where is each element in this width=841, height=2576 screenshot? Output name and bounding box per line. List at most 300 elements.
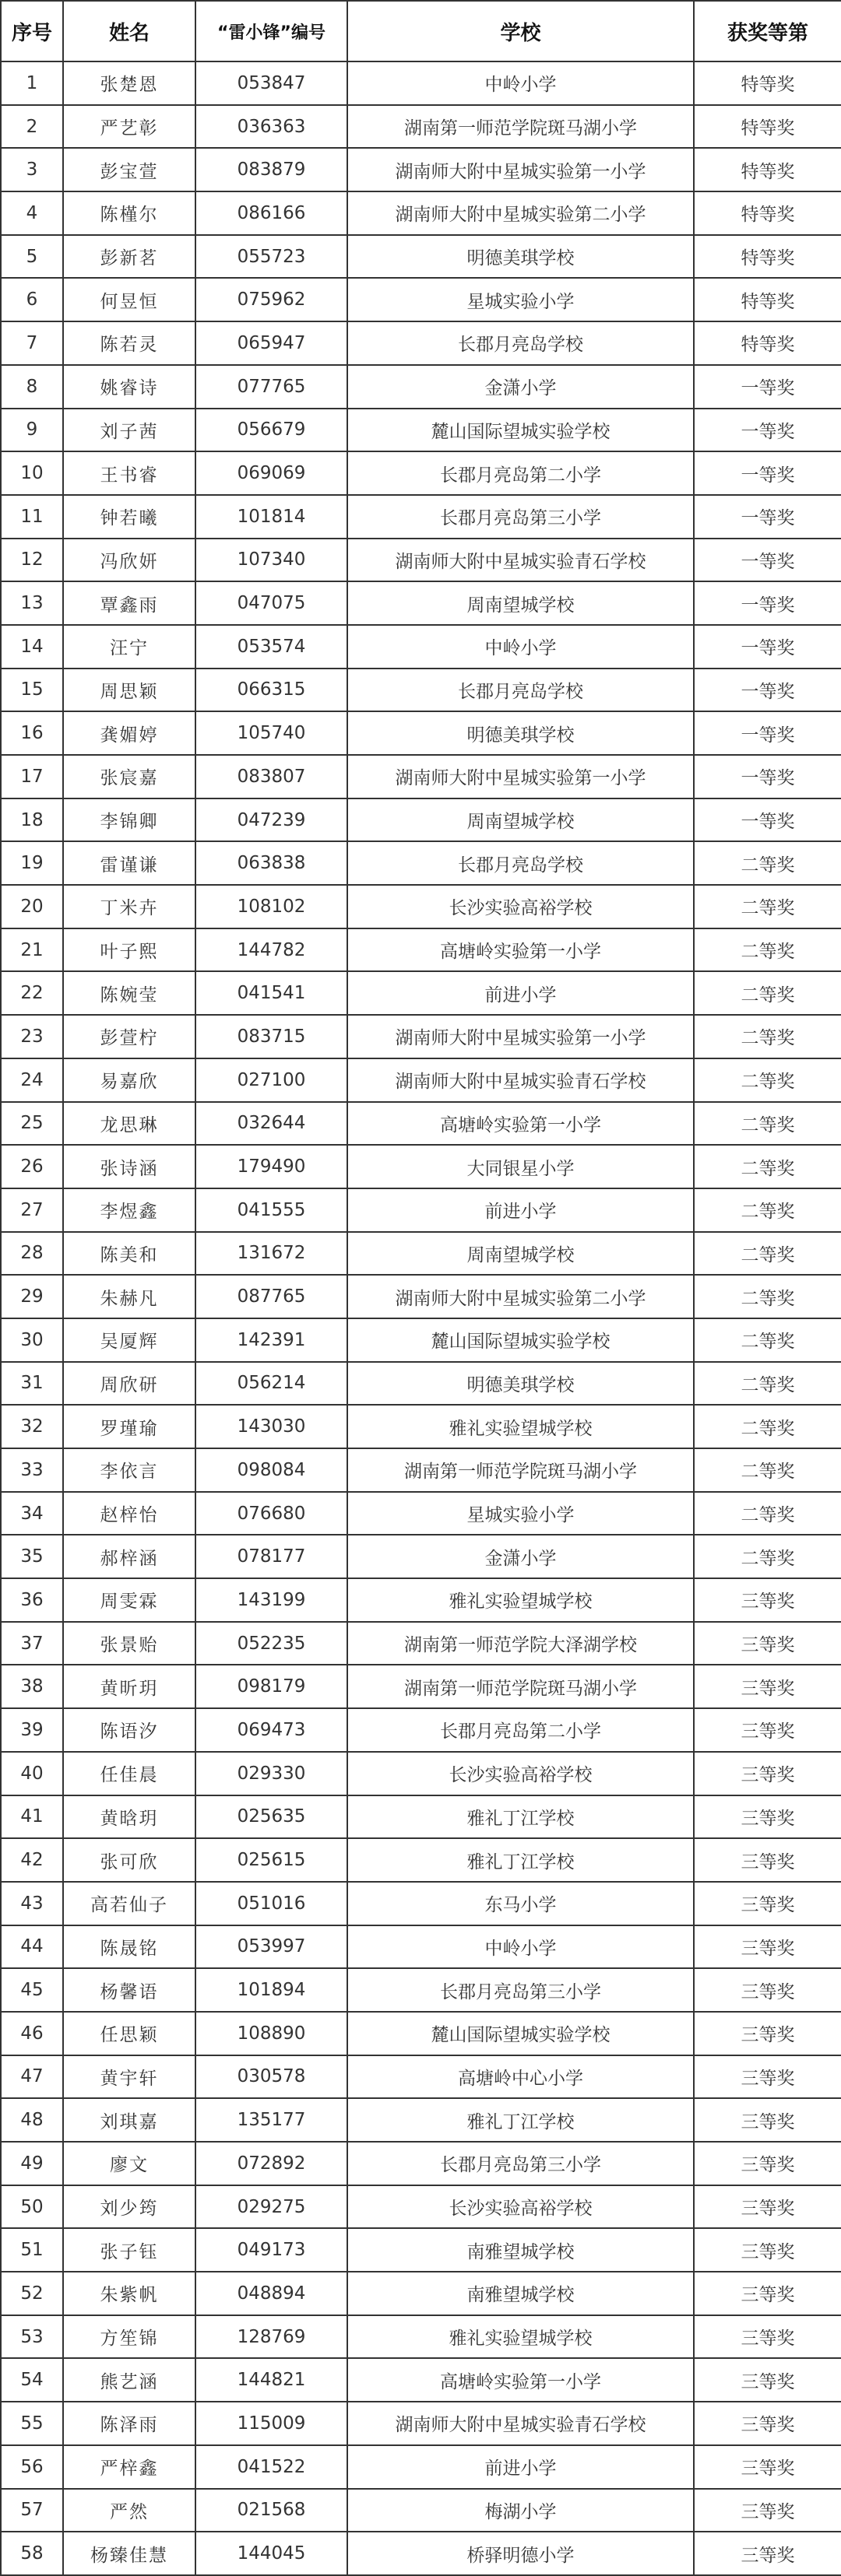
cell-award: 二等奖 — [694, 1102, 841, 1146]
cell-id: 066315 — [195, 669, 347, 712]
cell-name: 刘琪嘉 — [63, 2098, 195, 2142]
cell-award: 三等奖 — [694, 2358, 841, 2402]
table-row — [1, 711, 841, 755]
table-row — [1, 148, 841, 191]
cell-index: 20 — [1, 885, 63, 928]
cell-name: 龙思琳 — [63, 1102, 195, 1146]
cell-index: 42 — [1, 1838, 63, 1882]
cell-index: 13 — [1, 581, 63, 625]
cell-id: 135177 — [195, 2098, 347, 2142]
cell-award: 特等奖 — [694, 105, 841, 149]
table-row — [1, 841, 841, 885]
cell-index: 23 — [1, 1015, 63, 1058]
cell-id: 144821 — [195, 2358, 347, 2402]
cell-school: 周南望城学校 — [347, 1232, 694, 1276]
cell-id: 144045 — [195, 2532, 347, 2575]
cell-award: 三等奖 — [694, 2012, 841, 2055]
cell-school: 湖南师大附中星城实验第一小学 — [347, 148, 694, 191]
cell-school: 明德美琪学校 — [347, 235, 694, 279]
cell-award: 三等奖 — [694, 1795, 841, 1839]
table-row — [1, 1925, 841, 1969]
cell-school: 雅礼实验望城学校 — [347, 2315, 694, 2359]
cell-id: 041555 — [195, 1188, 347, 1232]
cell-id: 105740 — [195, 711, 347, 755]
cell-school: 明德美琪学校 — [347, 1362, 694, 1406]
cell-school: 湖南第一师范学院斑马湖小学 — [347, 1448, 694, 1492]
cell-index: 9 — [1, 409, 63, 452]
cell-index: 7 — [1, 321, 63, 365]
cell-school: 南雅望城学校 — [347, 2272, 694, 2315]
cell-school: 湖南师大附中星城实验青石学校 — [347, 539, 694, 582]
table-row — [1, 2185, 841, 2229]
cell-id: 108102 — [195, 885, 347, 928]
header-school: 学校 — [347, 1, 694, 61]
cell-name: 彭萱柠 — [63, 1015, 195, 1058]
cell-award: 三等奖 — [694, 2228, 841, 2272]
cell-id: 087765 — [195, 1275, 347, 1318]
cell-id: 051016 — [195, 1882, 347, 1925]
cell-id: 036363 — [195, 105, 347, 149]
cell-award: 三等奖 — [694, 2142, 841, 2185]
table-row — [1, 365, 841, 409]
cell-index: 8 — [1, 365, 63, 409]
cell-name: 严艺彰 — [63, 105, 195, 149]
cell-award: 三等奖 — [694, 2315, 841, 2359]
cell-award: 三等奖 — [694, 2532, 841, 2575]
cell-school: 梅湖小学 — [347, 2489, 694, 2532]
cell-index: 14 — [1, 625, 63, 669]
cell-id: 143199 — [195, 1578, 347, 1622]
cell-school: 雅礼丁江学校 — [347, 1838, 694, 1882]
table-row — [1, 2489, 841, 2532]
cell-school: 湖南师大附中星城实验第一小学 — [347, 755, 694, 798]
cell-award: 三等奖 — [694, 1578, 841, 1622]
cell-index: 16 — [1, 711, 63, 755]
cell-id: 107340 — [195, 539, 347, 582]
cell-index: 18 — [1, 798, 63, 842]
cell-index: 28 — [1, 1232, 63, 1276]
cell-index: 35 — [1, 1535, 63, 1578]
header-index: 序号 — [1, 1, 63, 61]
cell-id: 056679 — [195, 409, 347, 452]
cell-name: 任思颖 — [63, 2012, 195, 2055]
cell-id: 025635 — [195, 1795, 347, 1839]
cell-index: 3 — [1, 148, 63, 191]
cell-award: 二等奖 — [694, 1535, 841, 1578]
cell-name: 彭宝萱 — [63, 148, 195, 191]
cell-index: 33 — [1, 1448, 63, 1492]
cell-name: 张可欣 — [63, 1838, 195, 1882]
cell-award: 三等奖 — [694, 1752, 841, 1795]
table-row — [1, 1448, 841, 1492]
table-row — [1, 409, 841, 452]
cell-name: 刘少筠 — [63, 2185, 195, 2229]
cell-school: 雅礼丁江学校 — [347, 1795, 694, 1839]
cell-name: 张景贻 — [63, 1622, 195, 1665]
cell-school: 高塘岭实验第一小学 — [347, 1102, 694, 1146]
cell-id: 029275 — [195, 2185, 347, 2229]
table-row — [1, 2402, 841, 2445]
cell-index: 48 — [1, 2098, 63, 2142]
cell-index: 37 — [1, 1622, 63, 1665]
cell-name: 高若仙子 — [63, 1882, 195, 1925]
cell-index: 10 — [1, 451, 63, 495]
table-row — [1, 2012, 841, 2055]
cell-index: 31 — [1, 1362, 63, 1406]
cell-school: 湖南第一师范学院斑马湖小学 — [347, 105, 694, 149]
cell-school: 星城实验小学 — [347, 1492, 694, 1535]
table-row — [1, 798, 841, 842]
table-row — [1, 1102, 841, 1146]
cell-name: 李依言 — [63, 1448, 195, 1492]
table-row — [1, 1318, 841, 1362]
cell-school: 南雅望城学校 — [347, 2228, 694, 2272]
cell-id: 065947 — [195, 321, 347, 365]
cell-school: 湖南师大附中星城实验第二小学 — [347, 191, 694, 235]
cell-id: 025615 — [195, 1838, 347, 1882]
table-row — [1, 2315, 841, 2359]
table-row — [1, 1752, 841, 1795]
cell-id: 128769 — [195, 2315, 347, 2359]
cell-name: 朱赫凡 — [63, 1275, 195, 1318]
table-row — [1, 1275, 841, 1318]
cell-name: 杨臻佳慧 — [63, 2532, 195, 2575]
cell-school: 湖南第一师范学院大泽湖学校 — [347, 1622, 694, 1665]
cell-school: 长沙实验高裕学校 — [347, 1752, 694, 1795]
table-row — [1, 755, 841, 798]
cell-award: 三等奖 — [694, 2402, 841, 2445]
cell-award: 一等奖 — [694, 581, 841, 625]
cell-index: 6 — [1, 278, 63, 321]
cell-id: 047239 — [195, 798, 347, 842]
cell-id: 053997 — [195, 1925, 347, 1969]
cell-award: 一等奖 — [694, 539, 841, 582]
cell-index: 45 — [1, 1968, 63, 2012]
cell-index: 44 — [1, 1925, 63, 1969]
cell-name: 汪宁 — [63, 625, 195, 669]
cell-school: 明德美琪学校 — [347, 711, 694, 755]
cell-award: 三等奖 — [694, 1665, 841, 1708]
cell-award: 一等奖 — [694, 409, 841, 452]
cell-name: 吴厦辉 — [63, 1318, 195, 1362]
cell-school: 长郡月亮岛第三小学 — [347, 495, 694, 539]
cell-award: 一等奖 — [694, 711, 841, 755]
cell-school: 大同银星小学 — [347, 1145, 694, 1188]
cell-id: 041541 — [195, 971, 347, 1015]
table-row — [1, 885, 841, 928]
cell-school: 长郡月亮岛第三小学 — [347, 2142, 694, 2185]
cell-id: 098084 — [195, 1448, 347, 1492]
cell-school: 湖南师大附中星城实验第一小学 — [347, 1015, 694, 1058]
cell-name: 廖文 — [63, 2142, 195, 2185]
cell-name: 陈语汐 — [63, 1708, 195, 1752]
cell-name: 覃鑫雨 — [63, 581, 195, 625]
cell-index: 22 — [1, 971, 63, 1015]
cell-id: 072892 — [195, 2142, 347, 2185]
table-row — [1, 1708, 841, 1752]
cell-id: 143030 — [195, 1405, 347, 1448]
table-row — [1, 1145, 841, 1188]
table-row — [1, 1362, 841, 1406]
header-id: “雷小锋”编号 — [195, 1, 347, 61]
cell-name: 熊艺涵 — [63, 2358, 195, 2402]
cell-name: 严梓鑫 — [63, 2445, 195, 2489]
cell-id: 053574 — [195, 625, 347, 669]
cell-id: 077765 — [195, 365, 347, 409]
cell-id: 083879 — [195, 148, 347, 191]
cell-school: 桥驿明德小学 — [347, 2532, 694, 2575]
cell-name: 罗瑾瑜 — [63, 1405, 195, 1448]
cell-award: 二等奖 — [694, 1275, 841, 1318]
cell-id: 021568 — [195, 2489, 347, 2532]
cell-name: 陈槿尔 — [63, 191, 195, 235]
cell-school: 高塘岭中心小学 — [347, 2055, 694, 2099]
cell-index: 38 — [1, 1665, 63, 1708]
cell-name: 陈美和 — [63, 1232, 195, 1276]
cell-index: 52 — [1, 2272, 63, 2315]
cell-id: 131672 — [195, 1232, 347, 1276]
cell-id: 047075 — [195, 581, 347, 625]
cell-name: 李锦卿 — [63, 798, 195, 842]
cell-index: 2 — [1, 105, 63, 149]
cell-name: 张诗涵 — [63, 1145, 195, 1188]
cell-id: 069473 — [195, 1708, 347, 1752]
cell-name: 周欣研 — [63, 1362, 195, 1406]
cell-award: 三等奖 — [694, 2489, 841, 2532]
cell-school: 长郡月亮岛第三小学 — [347, 1968, 694, 2012]
cell-school: 星城实验小学 — [347, 278, 694, 321]
cell-name: 任佳晨 — [63, 1752, 195, 1795]
cell-name: 郝梓涵 — [63, 1535, 195, 1578]
table-row — [1, 321, 841, 365]
cell-name: 朱紫帆 — [63, 2272, 195, 2315]
cell-award: 三等奖 — [694, 1882, 841, 1925]
cell-school: 高塘岭实验第一小学 — [347, 928, 694, 972]
cell-name: 姚睿诗 — [63, 365, 195, 409]
cell-award: 三等奖 — [694, 2098, 841, 2142]
table-row — [1, 1232, 841, 1276]
cell-id: 101814 — [195, 495, 347, 539]
table-row — [1, 1578, 841, 1622]
cell-name: 刘子茜 — [63, 409, 195, 452]
cell-award: 三等奖 — [694, 1622, 841, 1665]
table-row — [1, 1535, 841, 1578]
cell-id: 098179 — [195, 1665, 347, 1708]
cell-school: 湖南第一师范学院斑马湖小学 — [347, 1665, 694, 1708]
cell-school: 麓山国际望城实验学校 — [347, 2012, 694, 2055]
cell-index: 5 — [1, 235, 63, 279]
cell-index: 19 — [1, 841, 63, 885]
cell-award: 三等奖 — [694, 2445, 841, 2489]
table-row — [1, 1968, 841, 2012]
cell-name: 钟若曦 — [63, 495, 195, 539]
cell-id: 041522 — [195, 2445, 347, 2489]
cell-id: 030578 — [195, 2055, 347, 2099]
cell-name: 李煜鑫 — [63, 1188, 195, 1232]
cell-name: 陈晟铭 — [63, 1925, 195, 1969]
cell-award: 二等奖 — [694, 1015, 841, 1058]
cell-name: 严然 — [63, 2489, 195, 2532]
cell-id: 086166 — [195, 191, 347, 235]
cell-index: 51 — [1, 2228, 63, 2272]
table-row — [1, 2532, 841, 2575]
cell-index: 29 — [1, 1275, 63, 1318]
cell-school: 麓山国际望城实验学校 — [347, 1318, 694, 1362]
cell-school: 金潇小学 — [347, 365, 694, 409]
cell-index: 49 — [1, 2142, 63, 2185]
cell-id: 049173 — [195, 2228, 347, 2272]
cell-name: 雷谨谦 — [63, 841, 195, 885]
table-row — [1, 2272, 841, 2315]
cell-index: 32 — [1, 1405, 63, 1448]
cell-school: 前进小学 — [347, 971, 694, 1015]
cell-school: 湖南师大附中星城实验青石学校 — [347, 1058, 694, 1102]
cell-award: 二等奖 — [694, 1362, 841, 1406]
cell-school: 长沙实验高裕学校 — [347, 2185, 694, 2229]
cell-index: 25 — [1, 1102, 63, 1146]
cell-id: 101894 — [195, 1968, 347, 2012]
cell-school: 长郡月亮岛第二小学 — [347, 1708, 694, 1752]
cell-index: 34 — [1, 1492, 63, 1535]
cell-award: 特等奖 — [694, 278, 841, 321]
cell-index: 21 — [1, 928, 63, 972]
cell-id: 048894 — [195, 2272, 347, 2315]
cell-name: 冯欣妍 — [63, 539, 195, 582]
cell-award: 特等奖 — [694, 191, 841, 235]
cell-name: 黄晗玥 — [63, 1795, 195, 1839]
cell-name: 彭新茗 — [63, 235, 195, 279]
cell-name: 何昱恒 — [63, 278, 195, 321]
cell-name: 陈泽雨 — [63, 2402, 195, 2445]
header-award: 获奖等第 — [694, 1, 841, 61]
cell-index: 43 — [1, 1882, 63, 1925]
cell-award: 三等奖 — [694, 2272, 841, 2315]
cell-school: 东马小学 — [347, 1882, 694, 1925]
cell-index: 39 — [1, 1708, 63, 1752]
cell-award: 二等奖 — [694, 1145, 841, 1188]
cell-school: 麓山国际望城实验学校 — [347, 409, 694, 452]
table-row — [1, 669, 841, 712]
cell-id: 056214 — [195, 1362, 347, 1406]
cell-id: 108890 — [195, 2012, 347, 2055]
cell-id: 053847 — [195, 61, 347, 105]
cell-award: 特等奖 — [694, 321, 841, 365]
cell-school: 中岭小学 — [347, 1925, 694, 1969]
table-row — [1, 2228, 841, 2272]
cell-name: 叶子熙 — [63, 928, 195, 972]
table-row — [1, 1622, 841, 1665]
cell-index: 57 — [1, 2489, 63, 2532]
cell-school: 中岭小学 — [347, 61, 694, 105]
table-row — [1, 971, 841, 1015]
cell-award: 特等奖 — [694, 235, 841, 279]
cell-index: 40 — [1, 1752, 63, 1795]
cell-index: 41 — [1, 1795, 63, 1839]
cell-name: 龚媚婷 — [63, 711, 195, 755]
table-row — [1, 451, 841, 495]
cell-id: 115009 — [195, 2402, 347, 2445]
cell-name: 赵梓怡 — [63, 1492, 195, 1535]
cell-id: 142391 — [195, 1318, 347, 1362]
table-row — [1, 1795, 841, 1839]
cell-name: 周雯霖 — [63, 1578, 195, 1622]
cell-school: 雅礼丁江学校 — [347, 2098, 694, 2142]
cell-award: 特等奖 — [694, 61, 841, 105]
cell-award: 一等奖 — [694, 669, 841, 712]
cell-school: 中岭小学 — [347, 625, 694, 669]
header-name: 姓名 — [63, 1, 195, 61]
cell-id: 069069 — [195, 451, 347, 495]
cell-name: 陈婉莹 — [63, 971, 195, 1015]
cell-name: 张宸嘉 — [63, 755, 195, 798]
cell-index: 58 — [1, 2532, 63, 2575]
cell-index: 47 — [1, 2055, 63, 2099]
cell-award: 一等奖 — [694, 625, 841, 669]
cell-index: 1 — [1, 61, 63, 105]
cell-award: 一等奖 — [694, 798, 841, 842]
cell-school: 长郡月亮岛学校 — [347, 841, 694, 885]
cell-id: 063838 — [195, 841, 347, 885]
table-row — [1, 1882, 841, 1925]
cell-award: 三等奖 — [694, 2185, 841, 2229]
table-row — [1, 2142, 841, 2185]
cell-name: 张楚恩 — [63, 61, 195, 105]
cell-school: 周南望城学校 — [347, 581, 694, 625]
cell-index: 17 — [1, 755, 63, 798]
cell-name: 方笙锦 — [63, 2315, 195, 2359]
cell-school: 前进小学 — [347, 1188, 694, 1232]
cell-index: 15 — [1, 669, 63, 712]
cell-school: 雅礼实验望城学校 — [347, 1578, 694, 1622]
cell-school: 湖南师大附中星城实验第二小学 — [347, 1275, 694, 1318]
cell-award: 二等奖 — [694, 1188, 841, 1232]
cell-index: 26 — [1, 1145, 63, 1188]
cell-award: 二等奖 — [694, 971, 841, 1015]
cell-id: 055723 — [195, 235, 347, 279]
cell-award: 二等奖 — [694, 1405, 841, 1448]
cell-index: 36 — [1, 1578, 63, 1622]
cell-name: 易嘉欣 — [63, 1058, 195, 1102]
table-row — [1, 1492, 841, 1535]
cell-id: 027100 — [195, 1058, 347, 1102]
cell-award: 二等奖 — [694, 1492, 841, 1535]
cell-school: 长郡月亮岛第二小学 — [347, 451, 694, 495]
table-header-row — [1, 1, 841, 61]
table-row — [1, 191, 841, 235]
cell-award: 一等奖 — [694, 451, 841, 495]
cell-award: 二等奖 — [694, 1232, 841, 1276]
cell-id: 029330 — [195, 1752, 347, 1795]
cell-award: 三等奖 — [694, 1838, 841, 1882]
cell-award: 三等奖 — [694, 2055, 841, 2099]
cell-name: 陈若灵 — [63, 321, 195, 365]
table-row — [1, 2358, 841, 2402]
cell-school: 湖南师大附中星城实验青石学校 — [347, 2402, 694, 2445]
cell-id: 179490 — [195, 1145, 347, 1188]
cell-id: 078177 — [195, 1535, 347, 1578]
cell-school: 雅礼实验望城学校 — [347, 1405, 694, 1448]
table-row — [1, 2055, 841, 2099]
cell-award: 二等奖 — [694, 1058, 841, 1102]
cell-award: 三等奖 — [694, 1925, 841, 1969]
cell-id: 144782 — [195, 928, 347, 972]
table-row — [1, 495, 841, 539]
table-row — [1, 235, 841, 279]
table-row — [1, 2445, 841, 2489]
table-row — [1, 1015, 841, 1058]
cell-award: 三等奖 — [694, 1708, 841, 1752]
cell-index: 46 — [1, 2012, 63, 2055]
